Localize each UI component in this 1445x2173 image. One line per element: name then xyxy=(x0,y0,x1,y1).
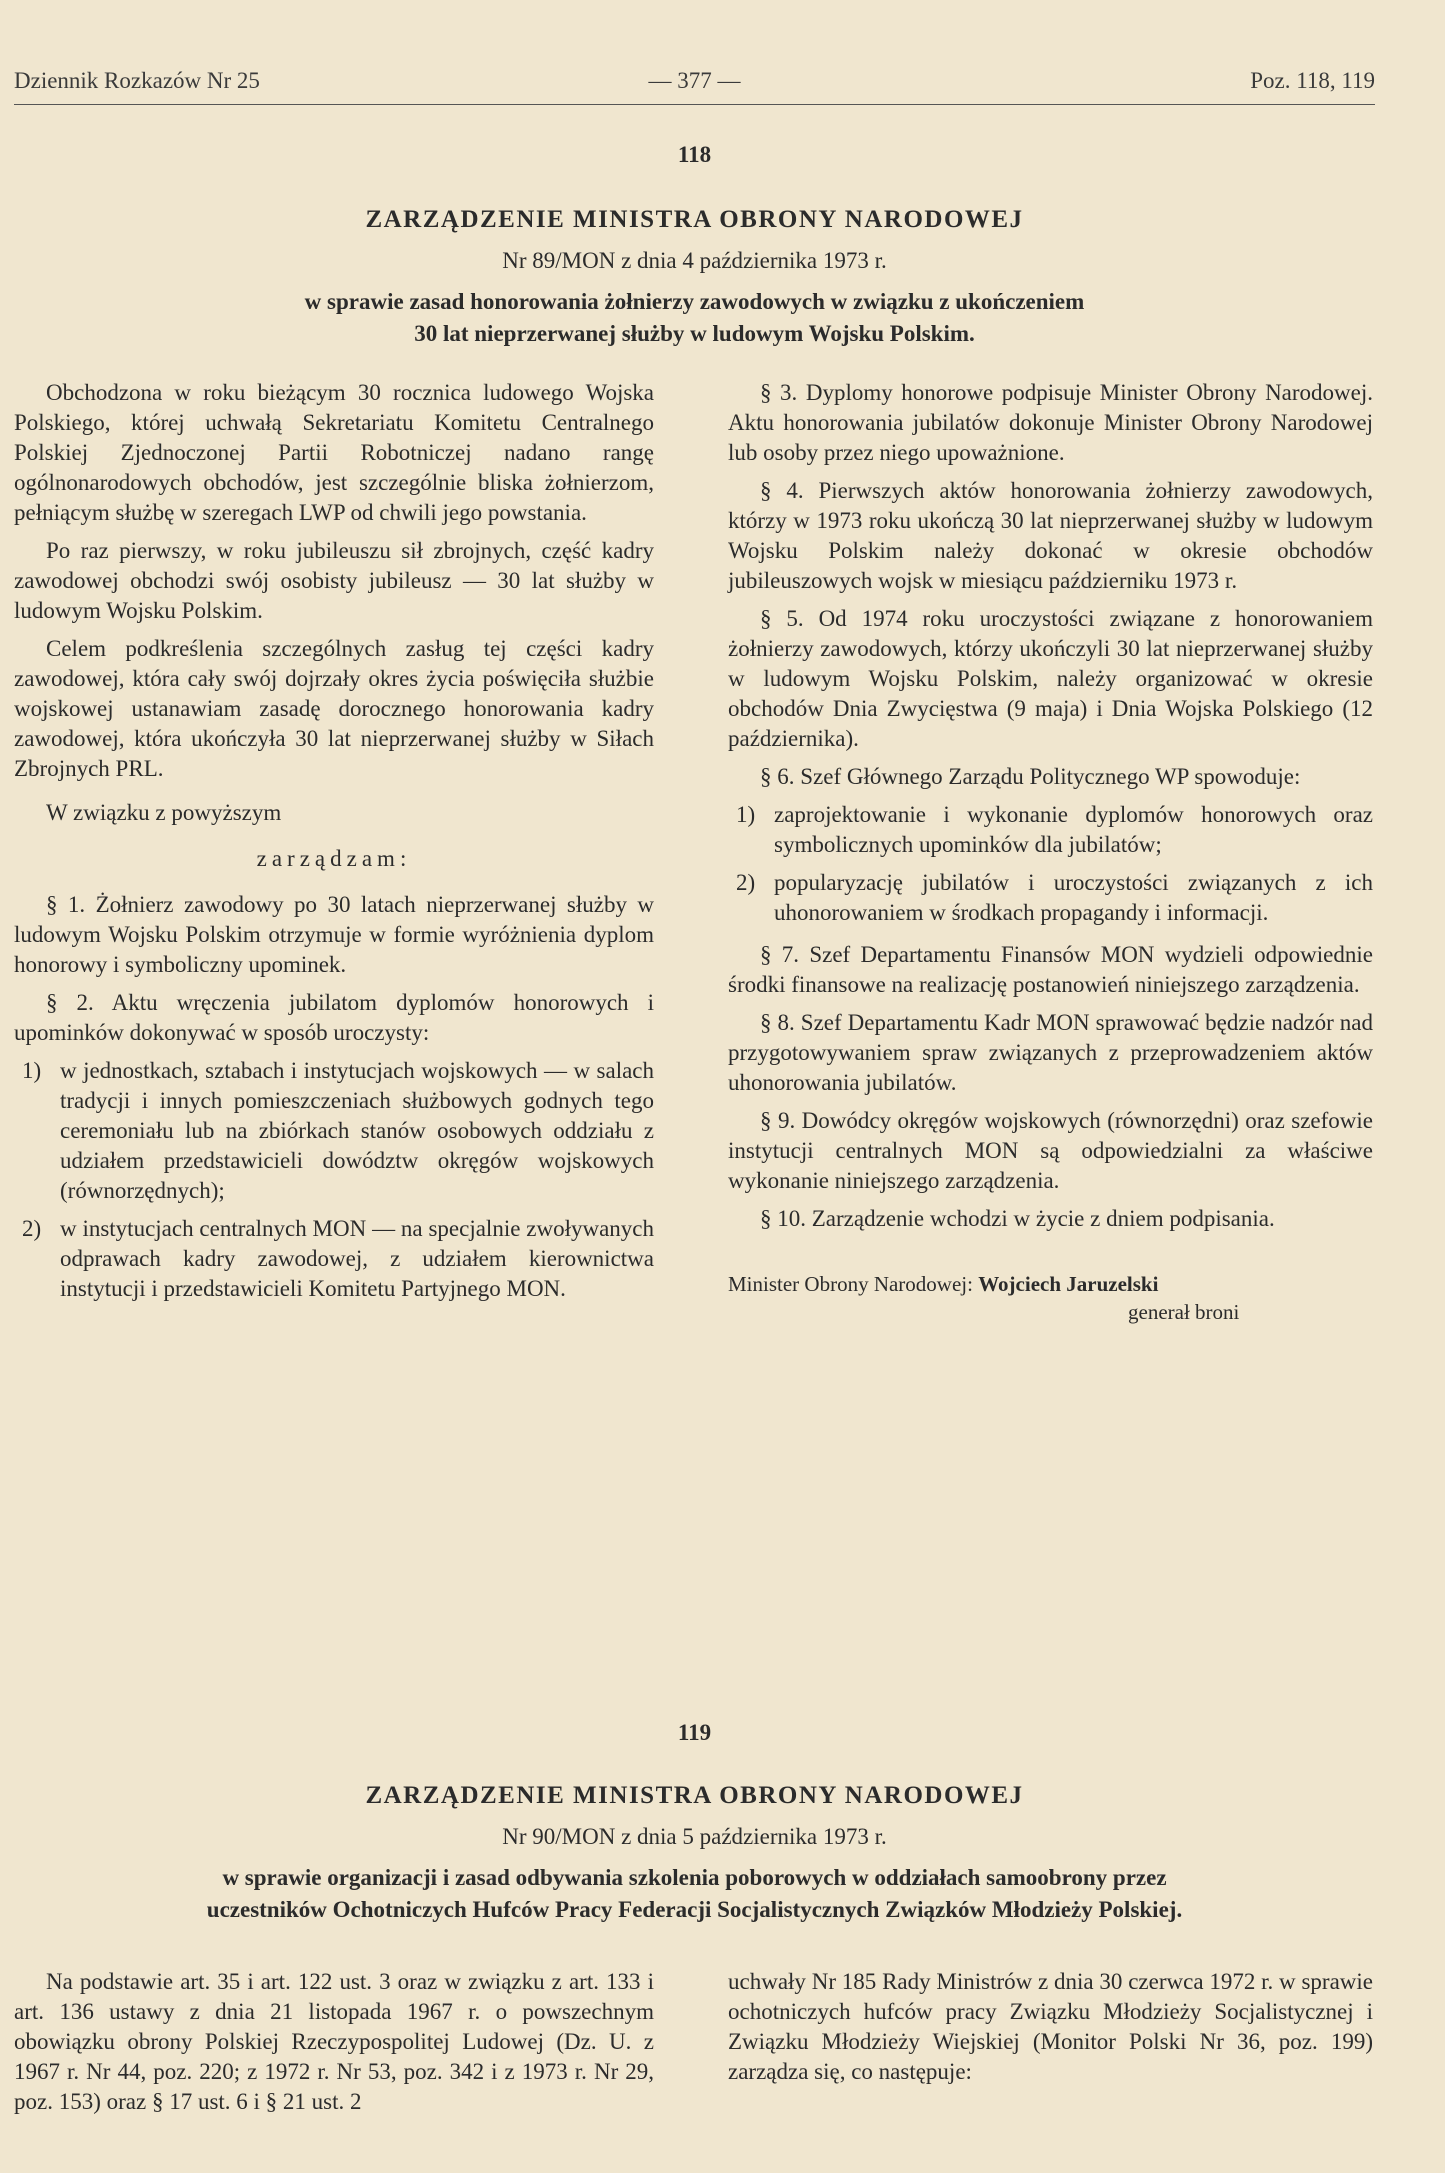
order-119-heading xyxy=(14,1720,1375,1926)
order-date: Nr 89/MON z dnia 4 października 1973 r. xyxy=(502,248,887,273)
order-subject xyxy=(14,1862,1375,1926)
paragraph-6: § 6. Szef Głównego Zarządu Politycznego WP spowoduje: xyxy=(760,764,1301,789)
paragraph-9: § 9. Dowódcy okręgów wojskowych (równorzędni) oraz szefowie instytucji centralnych MON są odpowiedzialni za właściwe wykonanie niniejszego zarządzenia. xyxy=(728,1108,1373,1193)
preamble-paragraph: Obchodzona w roku bieżącym 30 rocznica ludowego Wojska Polskiego, której uchwałą Sekretariatu Komitetu Centralnego Polskiej Zjednoczonej Partii Robotniczej nadano rangę ogólnonarodowych obchodów, jest szczególnie bliska żołnierzom, pełniącym służbę w szeregach LWP od chwili jego powstania. xyxy=(14,380,654,525)
list-item xyxy=(728,800,1373,860)
order-119-right-column xyxy=(728,1967,1373,2087)
position-numbers: Poz. 118, 119 xyxy=(1250,68,1375,93)
list-item-text: w instytucjach centralnych MON — na specjalnie zwoływanych odprawach kadry zawodowej, z udziałem kierownictwa instytucji i przedstawicieli Komitetu Partyjnego MON. xyxy=(60,1216,654,1301)
paragraph-4: § 4. Pierwszych aktów honorowania żołnierzy zawodowych, którzy w 1973 roku ukończą 30 lat nieprzerwanej służby w ludowym Wojsku Polskim należy dokonać w okresie obchodów jubileuszowych wojsk w miesiącu październiku 1973 r. xyxy=(728,478,1373,593)
subject-line: 30 lat nieprzerwanej służby w ludowym Wojsku Polskim. xyxy=(414,321,975,347)
order-date: Nr 90/MON z dnia 5 października 1973 r. xyxy=(502,1824,887,1849)
signature-name: Wojciech Jaruzelski xyxy=(978,1272,1159,1296)
order-119-left-column xyxy=(14,1967,654,2117)
preamble-paragraph: W związku z powyższym xyxy=(46,800,282,825)
list-item-text: zaprojektowanie i wykonanie dyplomów honorowych oraz symbolicznych upominków dla jubilatów; xyxy=(774,802,1373,857)
subject-line: w sprawie organizacji i zasad odbywania szkolenia poborowych w oddziałach samoobrony przez xyxy=(222,1865,1167,1890)
paragraph-8: § 8. Szef Departamentu Kadr MON sprawować będzie nadzór nad przygotowywaniem spraw związanych z przeprowadzeniem aktów uhonorowania jubilatów. xyxy=(728,1010,1373,1095)
list-item-text: popularyzację jubilatów i uroczystości związanych z ich uhonorowaniem w środkach propagandy i informacji. xyxy=(774,870,1373,925)
list-item-number: 1) xyxy=(736,802,756,827)
paragraph-2: § 2. Aktu wręczenia jubilatom dyplomów honorowych i upominków dokonywać w sposób uroczysty: xyxy=(14,990,654,1045)
header-divider xyxy=(14,104,1375,105)
running-header xyxy=(14,68,1375,104)
order-number: 119 xyxy=(677,1720,712,1745)
list-item-number: 2) xyxy=(22,1216,42,1241)
order-number: 118 xyxy=(677,142,712,167)
order-118-heading xyxy=(14,142,1375,350)
paragraph-1: § 1. Żołnierz zawodowy po 30 latach nieprzerwanej służby w ludowym Wojsku Polskim otrzymuje w formie wyróżnienia dyplom honorowy i symboliczny upominek. xyxy=(14,892,654,977)
preamble-continuation: uchwały Nr 185 Rady Ministrów z dnia 30 czerwca 1972 r. w sprawie ochotniczych hufców pracy Związku Młodzieży Socjalistycznej i Związku Młodzieży Wiejskiej (Monitor Polski Nr 36, poz. 199) zarządza się, co następuje: xyxy=(728,1969,1373,2084)
decree-word: zarządzam: xyxy=(256,846,412,871)
paragraph-5: § 5. Od 1974 roku uroczystości związane z honorowaniem żołnierzy zawodowych, którzy ukończyli 30 lat nieprzerwanej służby w ludowym Wojsku Polskim, należy organizować w okresie obchodów Dnia Zwycięstwa (9 maja) i Dnia Wojska Polskiego (12 października). xyxy=(728,606,1373,751)
order-title: ZARZĄDZENIE MINISTRA OBRONY NARODOWEJ xyxy=(365,1782,1024,1809)
preamble-paragraph: Na podstawie art. 35 i art. 122 ust. 3 oraz w związku z art. 133 i art. 136 ustawy z dnia 21 listopada 1967 r. o powszechnym obowiązku obrony Polskiej Rzeczypospolitej Ludowej (Dz. U. z 1967 r. Nr 44, poz. 220; z 1972 r. Nr 53, poz. 342 i z 1973 r. Nr 29, poz. 153) oraz § 17 ust. 6 i § 21 ust. 2 xyxy=(14,1969,654,2114)
list-item-number: 1) xyxy=(22,1058,42,1083)
paragraph-3: § 3. Dyplomy honorowe podpisuje Minister Obrony Narodowej. Aktu honorowania jubilatów dokonuje Minister Obrony Narodowej lub osoby przez niego upoważnione. xyxy=(728,380,1373,465)
list-item xyxy=(14,1214,654,1304)
list-item xyxy=(728,868,1373,928)
preamble-paragraph: Po raz pierwszy, w roku jubileuszu sił zbrojnych, część kadry zawodowej obchodzi swój osobisty jubileusz — 30 lat służby w ludowym Wojsku Polskim. xyxy=(14,538,654,623)
subject-line: uczestników Ochotniczych Hufców Pracy Federacji Socjalistycznych Związków Młodzieży Polskiej. xyxy=(206,1897,1183,1923)
list-item-number: 2) xyxy=(736,870,756,895)
list-item-text: w jednostkach, sztabach i instytucjach wojskowych — w salach tradycji i innych pomieszczeniach służbowych godnych tego ceremoniału lub na zbiórkach stanów osobowych oddziału z udziałem przedstawicieli dowództw okręgów wojskowych (równorzędnych); xyxy=(60,1058,654,1203)
signature-role: Minister Obrony Narodowej: xyxy=(728,1272,973,1296)
paragraph-7: § 7. Szef Departamentu Finansów MON wydzieli odpowiednie środki finansowe na realizację postanowień niniejszego zarządzenia. xyxy=(728,942,1373,997)
list-item xyxy=(14,1056,654,1206)
signature-block xyxy=(728,1270,1373,1326)
journal-title: Dziennik Rozkazów Nr 25 xyxy=(14,68,260,93)
page-number: — 377 — xyxy=(648,68,741,93)
paragraph-10: § 10. Zarządzenie wchodzi w życie z dniem podpisania. xyxy=(760,1206,1275,1231)
signature-rank: generał broni xyxy=(1128,1300,1240,1324)
order-title: ZARZĄDZENIE MINISTRA OBRONY NARODOWEJ xyxy=(365,206,1024,233)
order-subject xyxy=(14,286,1375,350)
subject-line: w sprawie zasad honorowania żołnierzy zawodowych w związku z ukończeniem xyxy=(304,289,1085,314)
order-118-left-column xyxy=(14,378,654,1304)
order-118-right-column xyxy=(728,378,1373,1326)
preamble-paragraph: Celem podkreślenia szczególnych zasług tej części kadry zawodowej, która cały swój dojrzały okres życia poświęciła służbie wojskowej ustanawiam zasadę dorocznego honorowania kadry zawodowej, która ukończyła 30 lat nieprzerwanej służby w Siłach Zbrojnych PRL. xyxy=(14,636,654,781)
